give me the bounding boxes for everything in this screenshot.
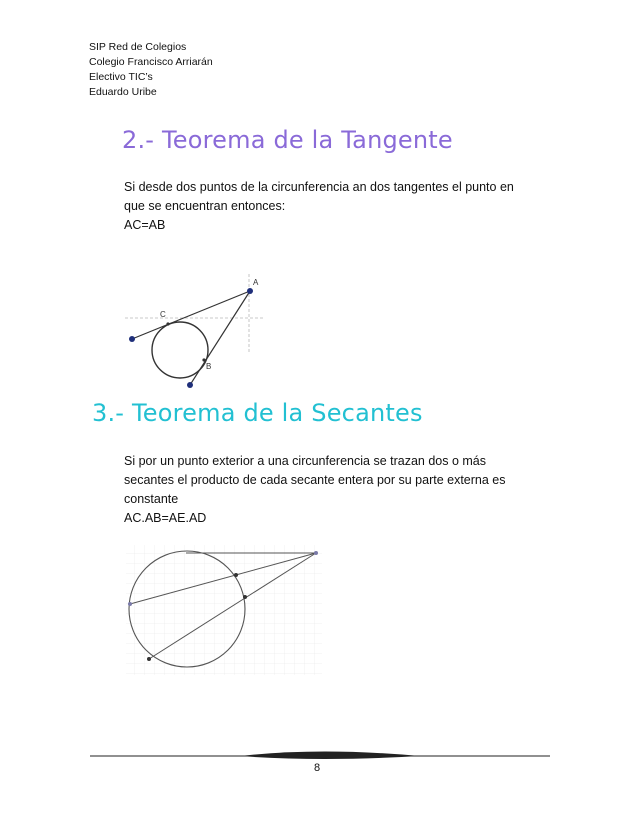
header-course: Electivo TIC’s xyxy=(89,71,153,83)
tangent-line-ac xyxy=(132,291,250,339)
document-header xyxy=(89,40,213,100)
point-a xyxy=(247,288,253,294)
section-title-tangent: 2.- Teorema de la Tangente xyxy=(122,126,453,154)
label-c: C xyxy=(160,310,166,319)
point-upper-intersection xyxy=(234,573,238,577)
tangent-description xyxy=(124,178,514,235)
secants-line-3: constante xyxy=(124,492,179,506)
secants-formula: AC.AB=AE.AD xyxy=(124,511,207,525)
secants-line-2: secantes el producto de cada secante entera por su parte externa es xyxy=(124,473,506,487)
tangent-theorem-figure xyxy=(122,272,272,392)
header-school: Colegio Francisco Arriarán xyxy=(89,56,213,68)
tangent-line-2: que se encuentran entonces: xyxy=(124,199,286,213)
secants-line-1: Si por un punto exterior a una circunferencia se trazan dos o más xyxy=(124,454,487,468)
header-author: Eduardo Uribe xyxy=(89,86,157,98)
tangent-line-1: Si desde dos puntos de la circunferencia an dos tangentes el punto en xyxy=(124,180,514,194)
point-bottom xyxy=(187,382,193,388)
point-a xyxy=(314,551,318,555)
label-b: B xyxy=(206,362,212,371)
label-a: A xyxy=(253,278,259,287)
tangent-formula: AC=AB xyxy=(124,218,166,232)
point-left xyxy=(129,336,135,342)
header-network: SIP Red de Colegios xyxy=(89,41,187,53)
section-title-secants: 3.- Teorema de la Secantes xyxy=(92,399,423,427)
footer-divider xyxy=(90,748,550,760)
secants-description xyxy=(124,452,506,528)
point-left xyxy=(128,602,132,606)
point-bottom xyxy=(147,657,151,661)
point-lower-intersection xyxy=(243,595,247,599)
secants-theorem-figure xyxy=(124,543,324,677)
point-c xyxy=(166,322,169,325)
tangent-line-ab xyxy=(190,291,250,385)
page-number: 8 xyxy=(314,762,321,774)
